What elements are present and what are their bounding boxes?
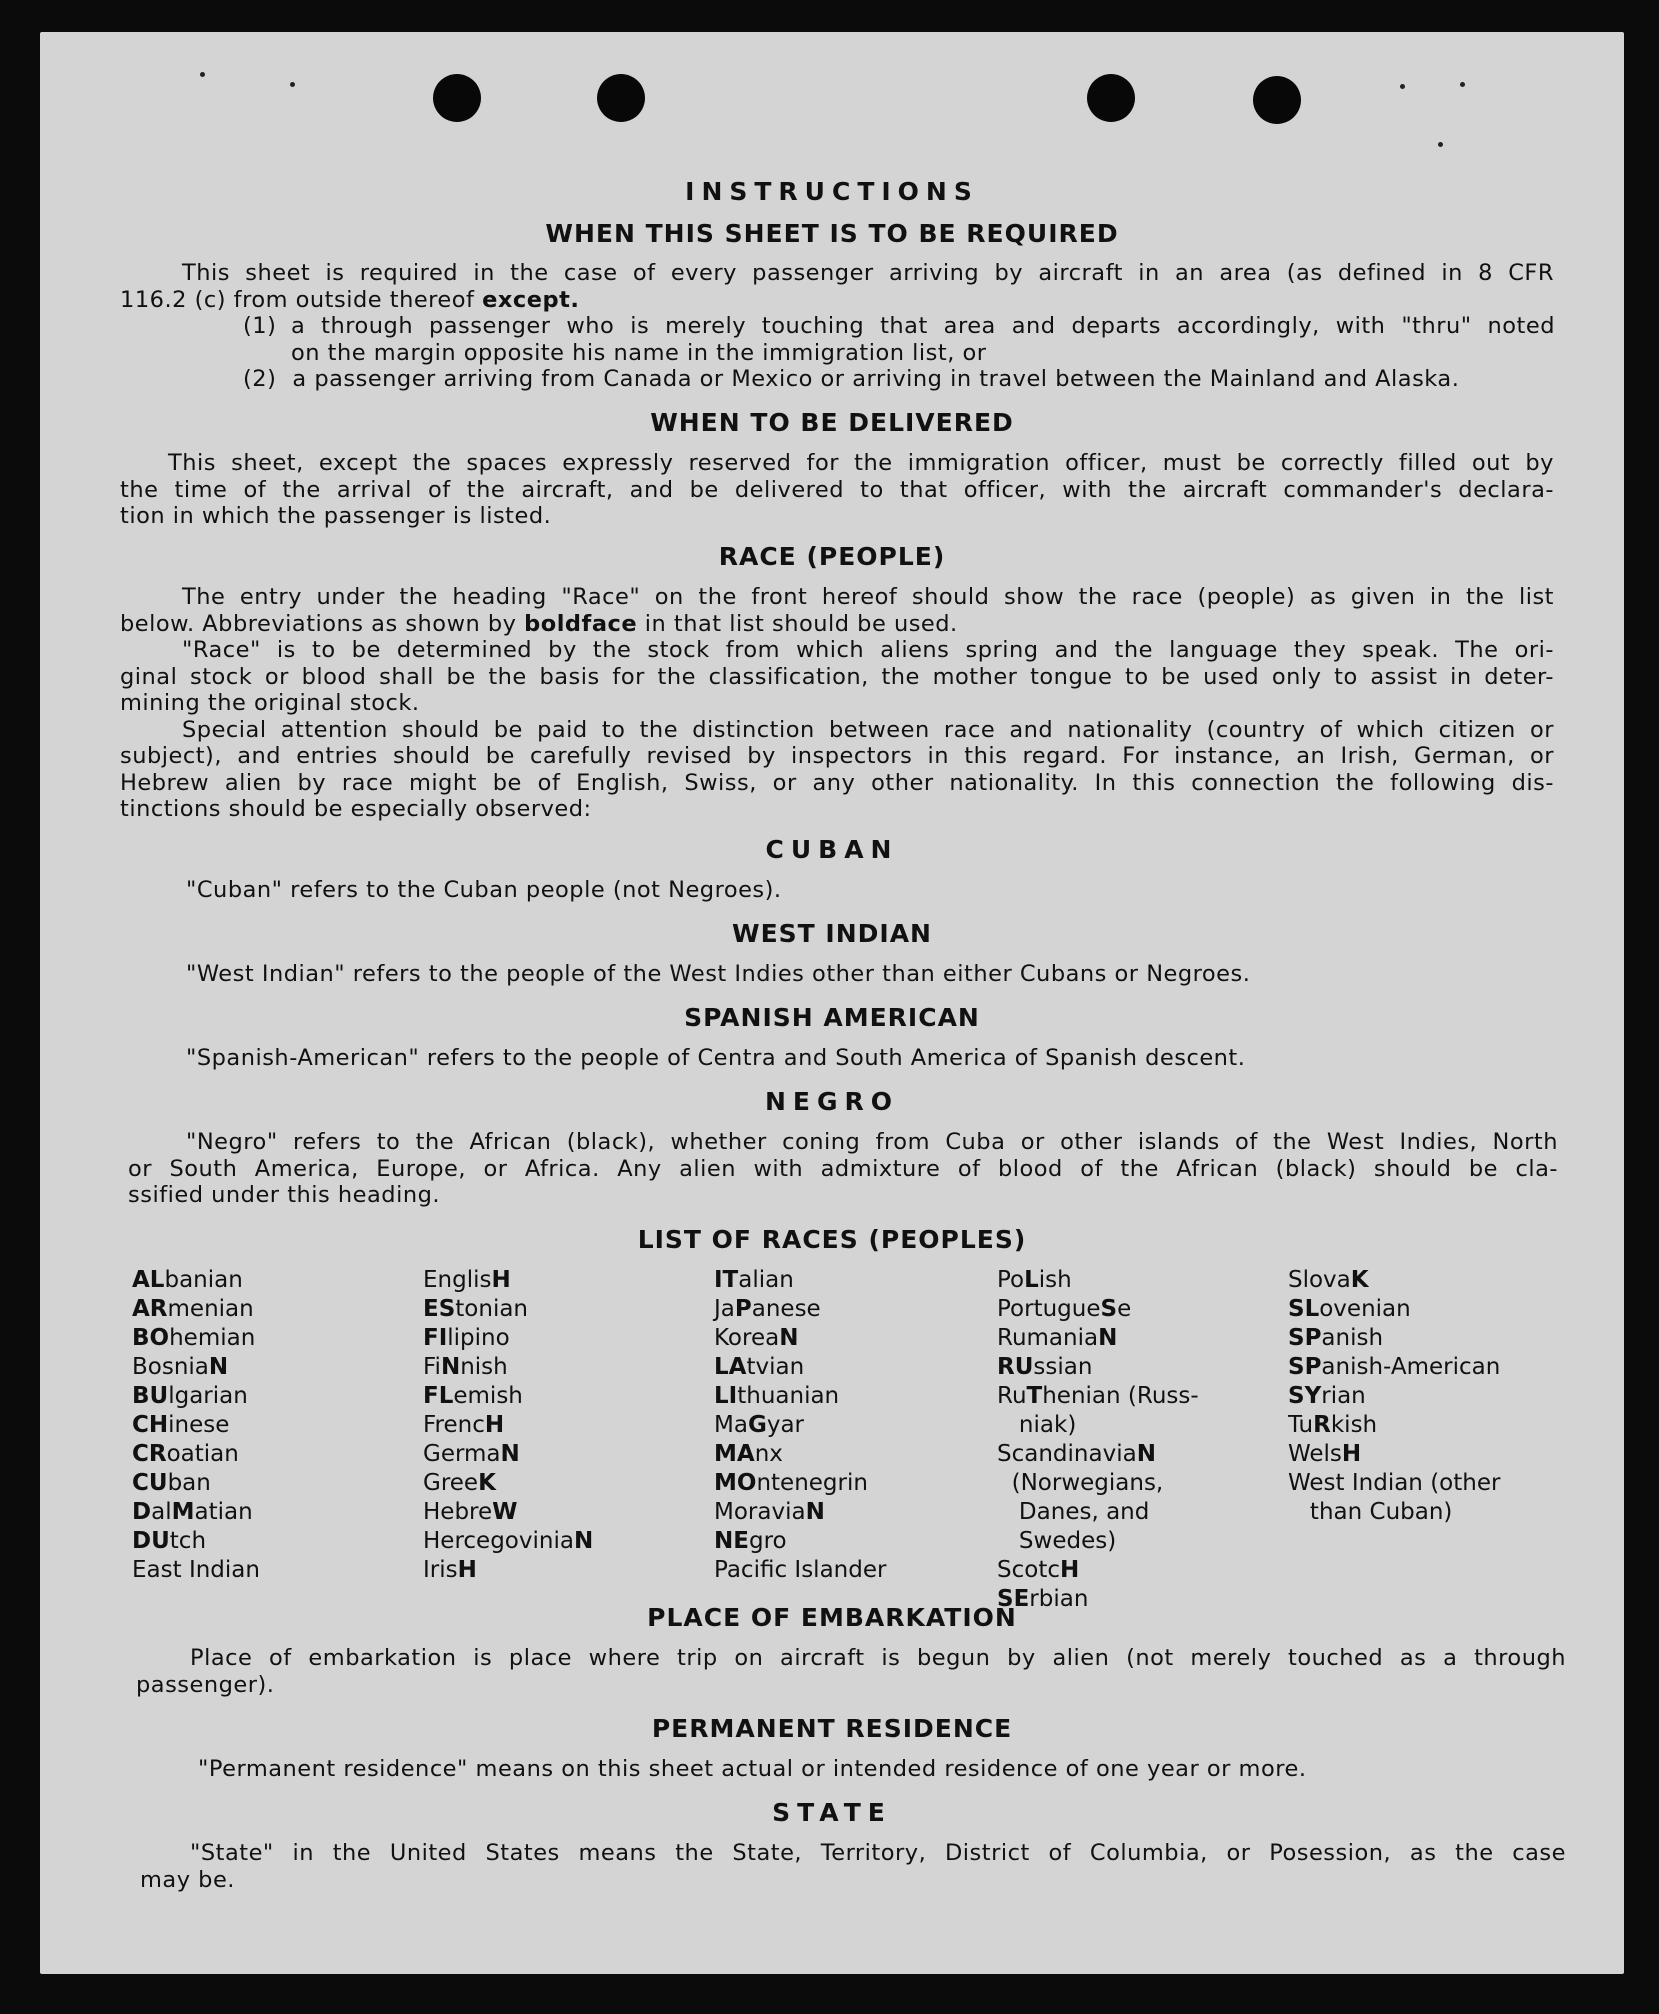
race-entry: FLemish: [423, 1383, 523, 1409]
race-entry: DalMatian: [132, 1499, 253, 1525]
negro-paragraph: "Negro" refers to the African (black), whether coning from Cuba or other islands of the West Indies, North or South America, Europe, or Africa. Any alien with admixture of blood of the African (black) should be cla- ssified under this heading.: [128, 1129, 1558, 1208]
race-entry: ScotcH: [997, 1557, 1080, 1583]
race-entry: FIlipino: [423, 1325, 510, 1351]
race-entry: Swedes): [997, 1528, 1117, 1554]
race-entry: HebreW: [423, 1499, 518, 1525]
race-entry: East Indian: [132, 1557, 260, 1583]
race-entry: ARmenian: [132, 1296, 254, 1322]
race-entry: MAnx: [714, 1441, 783, 1467]
state-paragraph: "State" in the United States means the State, Territory, District of Columbia, or Posession, as the case may be.: [140, 1840, 1566, 1893]
negro-heading: NEGRO: [764, 1087, 900, 1116]
race-entry: RumaniaN: [997, 1325, 1118, 1351]
state-heading: STATE: [772, 1798, 892, 1827]
cuban-heading: CUBAN: [765, 835, 899, 864]
speck: [1438, 142, 1443, 147]
delivered-paragraph: This sheet, except the spaces expressly reserved for the immigration officer, must be correctly filled out by the time of the arrival of the aircraft, and be delivered to that officer, with the aircraft commander's declara- tion in which the passenger is listed.: [120, 450, 1554, 529]
race-entry: IrisH: [423, 1557, 477, 1583]
speck: [1400, 84, 1405, 89]
speck: [1460, 82, 1465, 87]
race-entry: CUban: [132, 1470, 211, 1496]
race-entry: SYrian: [1288, 1383, 1366, 1409]
race-entry: ScandinaviaN: [997, 1441, 1156, 1467]
race-entry: RUssian: [997, 1354, 1093, 1380]
race-entry: EStonian: [423, 1296, 529, 1322]
west-indian-text: "West Indian" refers to the people of the West Indies other than either Cubans or Negroes.: [186, 961, 1251, 987]
race-entry: West Indian (other: [1288, 1470, 1501, 1496]
speck: [290, 82, 295, 87]
race-entry: BOhemian: [132, 1325, 256, 1351]
race-heading: RACE (PEOPLE): [718, 542, 946, 571]
race-entry: DUtch: [132, 1528, 207, 1554]
cuban-text: "Cuban" refers to the Cuban people (not Negroes).: [186, 877, 782, 903]
race-entry: (Norwegians,: [997, 1470, 1164, 1496]
race-entry: FiNnish: [423, 1354, 508, 1380]
races-column-2: [423, 1266, 593, 1585]
race-entry: RuThenian (Russ-: [997, 1383, 1199, 1409]
race-entry: HercegoviniaN: [423, 1528, 594, 1554]
race-paragraphs: The entry under the heading "Race" on the front hereof should show the race (people) as given in the list below. Abbreviations as shown by boldface in that list should be used. "Race" is to be determined by the stock from which aliens spring and the language they speak. The ori- ginal stock or blood shall be the basis for the classification, the mother tongue to be used only to assist in deter- mining the original stock. Special attention should be paid to the distinction between race and nationality (country of which citizen or subject), and entries should be carefully revised by inspectors in this regard. For instance, an Irish, German, or Hebrew alien by race might be of English, Swiss, or any other nationality. In this connection the following dis- tinctions should be especially observed:: [120, 584, 1554, 822]
race-entry: SlovaK: [1288, 1267, 1369, 1293]
permanent-residence-heading: PERMANENT RESIDENCE: [651, 1714, 1013, 1743]
race-entry: PoLish: [997, 1267, 1072, 1293]
when-delivered-heading: WHEN TO BE DELIVERED: [650, 408, 1014, 437]
race-entry: CRoatian: [132, 1441, 239, 1467]
document-sheet: [40, 32, 1624, 1974]
place-of-embarkation-heading: PLACE OF EMBARKATION: [647, 1603, 1017, 1632]
race-entry: Pacific Islander: [714, 1557, 887, 1583]
speck: [200, 72, 205, 77]
race-entry: GreeK: [423, 1470, 496, 1496]
race-entry: niak): [997, 1412, 1077, 1438]
races-column-5: [1288, 1266, 1500, 1527]
race-entry: ITalian: [714, 1267, 794, 1293]
punch-hole: [1253, 76, 1301, 124]
race-entry: WelsH: [1288, 1441, 1362, 1467]
required-paragraph: [120, 260, 1554, 313]
race-entry: SLovenian: [1288, 1296, 1411, 1322]
race-entry: NEgro: [714, 1528, 787, 1554]
required-line: This sheet is required in the case of every passenger arriving by aircraft in an area (as defined in 8 CFR: [182, 260, 1554, 286]
race-entry: KoreaN: [714, 1325, 799, 1351]
race-entry: MoraviaN: [714, 1499, 825, 1525]
list-of-races-heading: LIST OF RACES (PEOPLES): [637, 1225, 1027, 1254]
embarkation-paragraph: Place of embarkation is place where trip on aircraft is begun by alien (not merely touched as a through passenger).: [136, 1645, 1566, 1698]
race-entry: LIthuanian: [714, 1383, 840, 1409]
race-entry: Danes, and: [997, 1499, 1150, 1525]
when-required-heading: WHEN THIS SHEET IS TO BE REQUIRED: [545, 219, 1119, 248]
required-item-1: (1) a through passenger who is merely touching that area and departs accordingly, with "thru" noted on the margin opposite his name in the immigration list, or: [243, 313, 1555, 366]
spanish-american-text: "Spanish-American" refers to the people of Centra and South America of Spanish descent.: [186, 1045, 1246, 1071]
west-indian-heading: WEST INDIAN: [732, 919, 932, 948]
spanish-american-heading: SPANISH AMERICAN: [684, 1003, 980, 1032]
race-entry: GermaN: [423, 1441, 520, 1467]
race-entry: SPanish-American: [1288, 1354, 1501, 1380]
race-entry: BUlgarian: [132, 1383, 248, 1409]
race-entry: SPanish: [1288, 1325, 1384, 1351]
race-entry: BosniaN: [132, 1354, 229, 1380]
punch-hole: [597, 74, 645, 122]
race-entry: MOntenegrin: [714, 1470, 868, 1496]
punch-hole: [1087, 74, 1135, 122]
race-entry: than Cuban): [1288, 1499, 1453, 1525]
race-entry: CHinese: [132, 1412, 230, 1438]
instructions-heading: INSTRUCTIONS: [685, 177, 979, 206]
required-item-2: (2) a passenger arriving from Canada or Mexico or arriving in travel between the Mainland and Alaska.: [243, 366, 1460, 392]
race-entry: EnglisH: [423, 1267, 511, 1293]
required-line: 116.2 (c) from outside thereof except.: [120, 286, 580, 313]
race-entry: MaGyar: [714, 1412, 805, 1438]
punch-hole: [433, 74, 481, 122]
race-entry: FrencH: [423, 1412, 505, 1438]
races-column-3: [714, 1266, 886, 1585]
races-column-1: [132, 1266, 260, 1585]
race-entry: PortugueSe: [997, 1296, 1132, 1322]
race-entry: LAtvian: [714, 1354, 805, 1380]
race-entry: SErbian: [997, 1586, 1089, 1612]
race-entry: JaPanese: [714, 1296, 821, 1322]
races-column-4: [997, 1266, 1199, 1614]
race-entry: ALbanian: [132, 1267, 243, 1293]
race-entry: TuRkish: [1288, 1412, 1378, 1438]
permanent-residence-text: "Permanent residence" means on this sheet actual or intended residence of one year or more.: [198, 1756, 1307, 1782]
